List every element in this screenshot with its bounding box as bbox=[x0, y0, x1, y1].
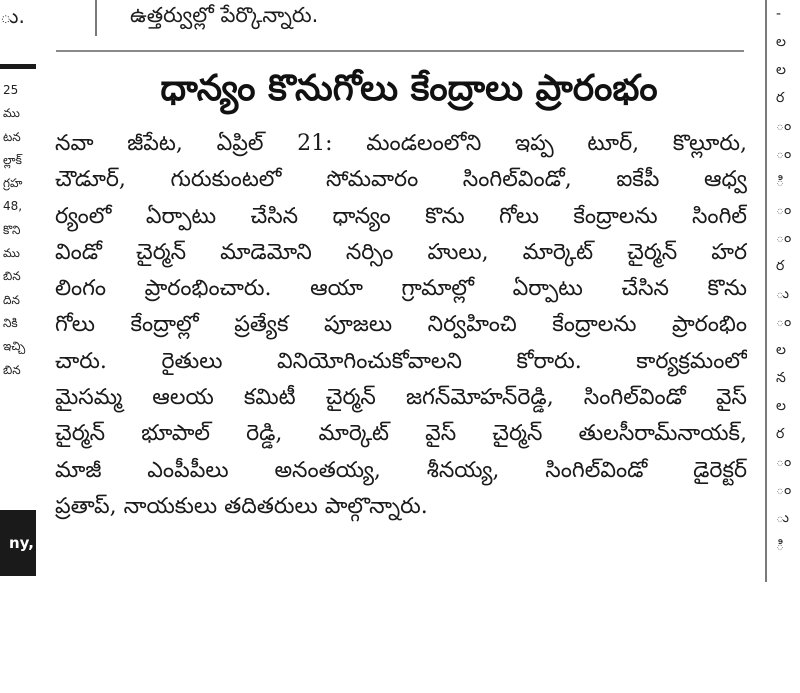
article-line: మాజీ ఎంపీపీలు అనంతయ్య, శీనయ్య, సింగిల్‌విండో డైరెక్టర్ bbox=[55, 457, 747, 483]
left-fragment: ల్లాక్ bbox=[3, 152, 22, 167]
left-fragment: నికి bbox=[3, 315, 18, 330]
article-line: చౌడూర్, గురుకుంటలో సోమవారం సింగిల్‌విండో, ఐకేపీ ఆధ్వ bbox=[55, 167, 747, 193]
right-fragment: న bbox=[776, 370, 786, 386]
article-headline: ధాన్యం కొనుగోలు కేంద్రాలు ప్రారంభం bbox=[160, 68, 658, 109]
right-fragment: - bbox=[776, 6, 782, 22]
article-line: గోలు కేంద్రాల్లో ప్రత్యేక పూజలు నిర్వహించి కేంద్రాలను ప్రారంభిం bbox=[55, 312, 747, 338]
right-fragment: ం bbox=[776, 230, 792, 246]
right-fragment: ల bbox=[776, 62, 786, 78]
left-fragment: 25 bbox=[3, 83, 19, 97]
left-fragment: కొని bbox=[3, 222, 21, 237]
left-column-footer-bar: ny, bbox=[0, 510, 36, 576]
article-line: లింగం ప్రారంభించారు. ఆయా గ్రామాల్లో ఏర్పాటు చేసిన కొను bbox=[55, 276, 747, 302]
article-line: చైర్మన్ భూపాల్ రెడ్డి, మార్కెట్ వైస్ చైర్మన్ తులసీరామ్‌నాయక్, bbox=[55, 421, 747, 447]
right-fragment: ం bbox=[776, 454, 792, 470]
left-fragment: ఇచ్చి bbox=[3, 339, 26, 354]
left-column-text bbox=[0, 79, 36, 382]
right-fragment: ు bbox=[776, 286, 789, 302]
left-fragment: బిన bbox=[3, 362, 21, 377]
right-fragment: ు bbox=[776, 510, 789, 526]
right-fragment: ం bbox=[776, 146, 792, 162]
previous-article-fragment-left: ు. bbox=[0, 4, 25, 28]
previous-article-fragment: ఉత్తర్వుల్లో పేర్కొన్నారు. bbox=[130, 3, 319, 27]
right-fragment: ం bbox=[776, 118, 792, 134]
article-line: నవా జీపేట, ఏప్రిల్ 21: మండలంలోని ఇప్ప టూర్, కొల్లూరు, bbox=[55, 131, 747, 156]
right-fragment: ర bbox=[776, 426, 785, 442]
right-fragment: ం bbox=[776, 314, 792, 330]
right-fragment: ర bbox=[776, 258, 785, 274]
article-line: ప్రతాప్, నాయకులు తదితరులు పాల్గొన్నారు. bbox=[55, 493, 428, 519]
column-divider-top bbox=[95, 0, 97, 36]
left-column-clipped bbox=[0, 64, 36, 576]
left-fragment: బిన bbox=[3, 269, 21, 284]
right-fragment: ం bbox=[776, 482, 792, 498]
article-line: మైసమ్మ ఆలయ కమిటీ చైర్మన్ జగన్‌మోహన్‌రెడ్డి, సింగిల్‌విండో వైస్ bbox=[55, 385, 747, 411]
article-line: చారు. రైతులు వినియోగించుకోవాలని కోరారు. కార్యక్రమంలో bbox=[55, 348, 747, 374]
column-divider-right bbox=[765, 0, 767, 582]
left-fragment: దిన bbox=[3, 292, 20, 307]
article-body bbox=[55, 126, 747, 525]
right-fragment: ల bbox=[776, 342, 786, 358]
left-fragment: ము bbox=[3, 106, 20, 121]
right-fragment: ం bbox=[776, 202, 792, 218]
right-column-clipped bbox=[776, 0, 800, 600]
article-line: ర్యంలో ఏర్పాటు చేసిన ధాన్యం కొను గోలు కేంద్రాలను సింగిల్ bbox=[55, 203, 747, 229]
right-fragment: ల bbox=[776, 398, 786, 414]
left-fragment: ము bbox=[3, 246, 20, 261]
right-fragment: ర bbox=[776, 90, 785, 106]
right-fragment: ి bbox=[776, 538, 785, 554]
right-fragment: ి bbox=[776, 174, 785, 190]
left-fragment: టన bbox=[3, 129, 21, 144]
article-separator-rule bbox=[56, 50, 744, 52]
left-fragment: 48, bbox=[3, 199, 23, 214]
right-fragment: ల bbox=[776, 34, 786, 50]
left-fragment: గ్రహ bbox=[3, 176, 23, 191]
article-line: విండో చైర్మన్ మాడెమోని నర్సిం హులు, మార్కెట్ చైర్మన్ హర bbox=[55, 239, 747, 265]
